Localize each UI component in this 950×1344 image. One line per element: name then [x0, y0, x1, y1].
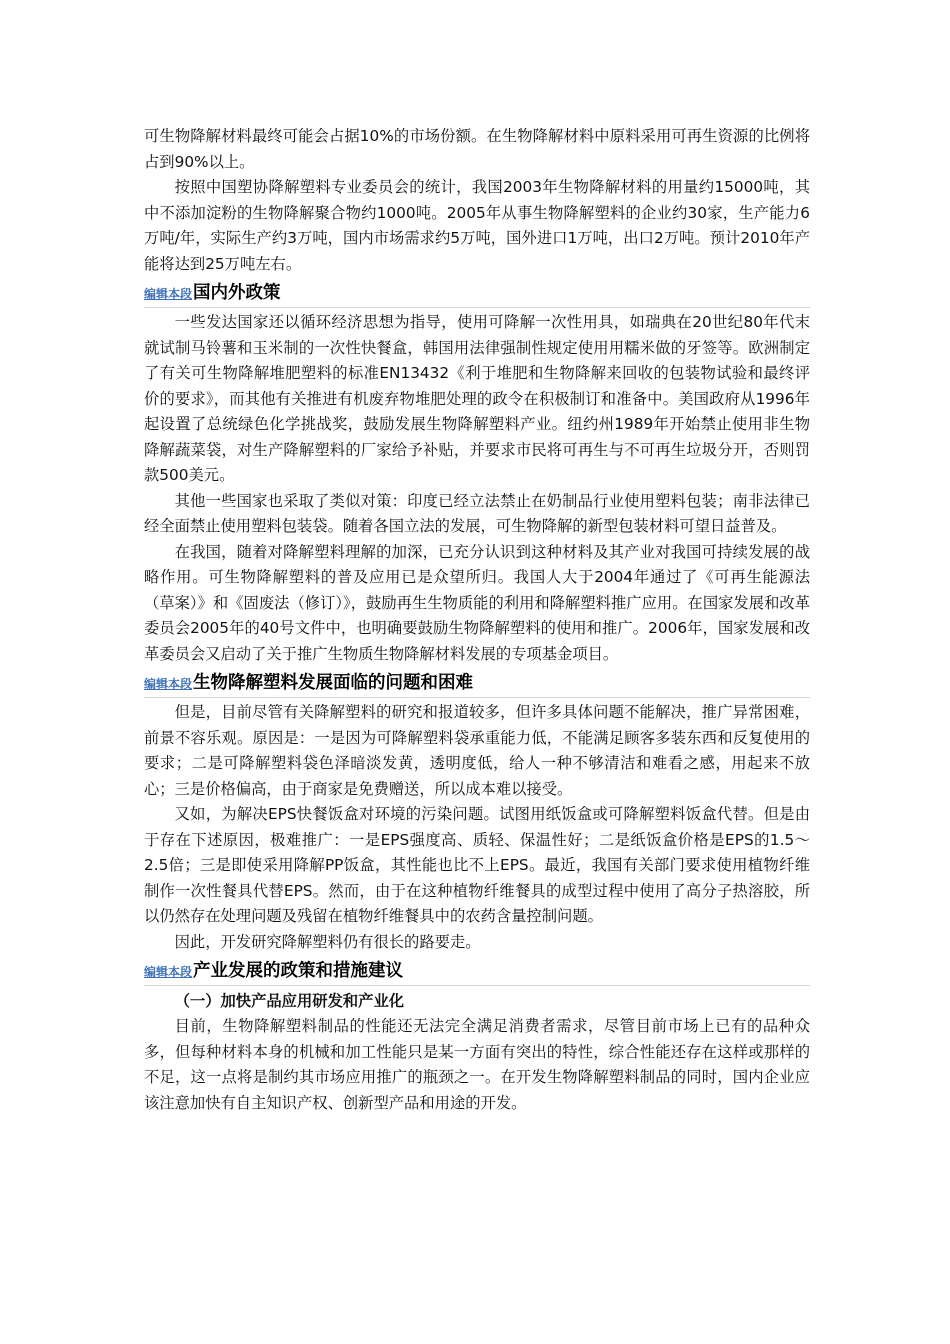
paragraph: 目前，生物降解塑料制品的性能还无法完全满足消费者需求，尽管目前市场上已有的品种众多，但每种材料本身的机械和加工性能只是某一方面有突出的特性，综合性能还存在这样或那样的不足，这一点将是制约其市场应用推广的瓶颈之一。在开发生物降解塑料制品的同时，国内企业应该注意加快有自主知识产权、创新型产品和用途的开发。: [144, 1017, 810, 1112]
intro-paragraph-2: 按照中国塑协降解塑料专业委员会的统计，我国2003年生物降解材料的用量约15000吨，其中不添加淀粉的生物降解聚合物约1000吨。2005年从事生物降解塑料的企业约30家，生产能力6万吨/年，实际生产约3万吨，国内市场需求约5万吨，国外进口1万吨，出口2万吨。预计2010年产能将达到25万吨左右。: [144, 178, 810, 273]
section-title: 产业发展的政策和措施建议: [193, 961, 404, 981]
edit-section-link[interactable]: 编辑本段: [144, 287, 193, 301]
intro-paragraph-1: 可生物降解材料最终可能会占据10%的市场份额。在生物降解材料中原料采用可再生资源的比例将占到90%以上。: [144, 127, 810, 171]
paragraph: 但是，目前尽管有关降解塑料的研究和报道较多，但许多具体问题不能解决，推广异常困难，前景不容乐观。原因是：一是因为可降解塑料袋承重能力低，不能满足顾客多装东西和反复使用的要求；二是可降解塑料袋色泽暗淡发黄，透明度低，给人一种不够清洁和难看之感，用起来不放心；三是价格偏高，由于商家是免费赠送，所以成本难以接受。: [144, 703, 810, 798]
paragraph: 在我国，随着对降解塑料理解的加深，已充分认识到这种材料及其产业对我国可持续发展的战略作用。可生物降解塑料的普及应用已是众望所归。我国人大于2004年通过了《可再生能源法（草案）》和《固废法（修订）》，鼓励再生生物质能的利用和降解塑料推广应用。在国家发展和改革委员会2005年的40号文件中，也明确要鼓励生物降解塑料的使用和推广。2006年，国家发展和改革委员会又启动了关于推广生物质生物降解材料发展的专项基金项目。: [144, 542, 810, 663]
subheading: （一）加快产品应用研发和产业化: [174, 992, 405, 1010]
paragraph: 因此，开发研究降解塑料仍有很长的路要走。: [174, 932, 481, 951]
section-title: 国内外政策: [193, 283, 281, 303]
paragraph: 一些发达国家还以循环经济思想为指导，使用可降解一次性用具，如瑞典在20世纪80年代末就试制马铃薯和玉米制的一次性快餐盒，韩国用法律强制性规定使用用糯米做的牙签等。欧洲制定了有关可生物降解堆肥塑料的标准EN13432《利于堆肥和生物降解来回收的包装物试验和最终评价的要求》，而其他有关推进有机废弃物堆肥处理的政令在积极制订和准备中。美国政府从1996年起设置了总统绿色化学挑战奖，鼓励发展生物降解塑料产业。纽约州1989年开始禁止使用非生物降解蔬菜袋，对生产降解塑料的厂家给予补贴，并要求市民将可再生与不可再生垃圾分开，否则罚款500美元。: [144, 313, 810, 484]
section-heading-policy: [144, 277, 810, 308]
paragraph: 其他一些国家也采取了类似对策：印度已经立法禁止在奶制品行业使用塑料包装；南非法律已经全面禁止使用塑料包装袋。随着各国立法的发展，可生物降解的新型包装材料可望日益普及。: [144, 491, 810, 535]
edit-section-link[interactable]: 编辑本段: [144, 965, 193, 979]
document-page: [144, 124, 810, 1116]
section-heading-suggestions: [144, 955, 810, 986]
edit-section-link[interactable]: 编辑本段: [144, 677, 193, 691]
paragraph: 又如，为解决EPS快餐饭盒对环境的污染问题。试图用纸饭盒或可降解塑料饭盒代替。但是由于存在下述原因，极难推广：一是EPS强度高、质轻、保温性好；二是纸饭盒价格是EPS的1.5～2.5倍；三是即使采用降解PP饭盒，其性能也比不上EPS。最近，我国有关部门要求使用植物纤维制作一次性餐具代替EPS。然而，由于在这种植物纤维餐具的成型过程中使用了高分子热溶胶，所以仍然存在处理问题及残留在植物纤维餐具中的农药含量控制问题。: [144, 805, 810, 925]
section-title: 生物降解塑料发展面临的问题和困难: [193, 673, 474, 693]
section-heading-problems: [144, 667, 810, 698]
